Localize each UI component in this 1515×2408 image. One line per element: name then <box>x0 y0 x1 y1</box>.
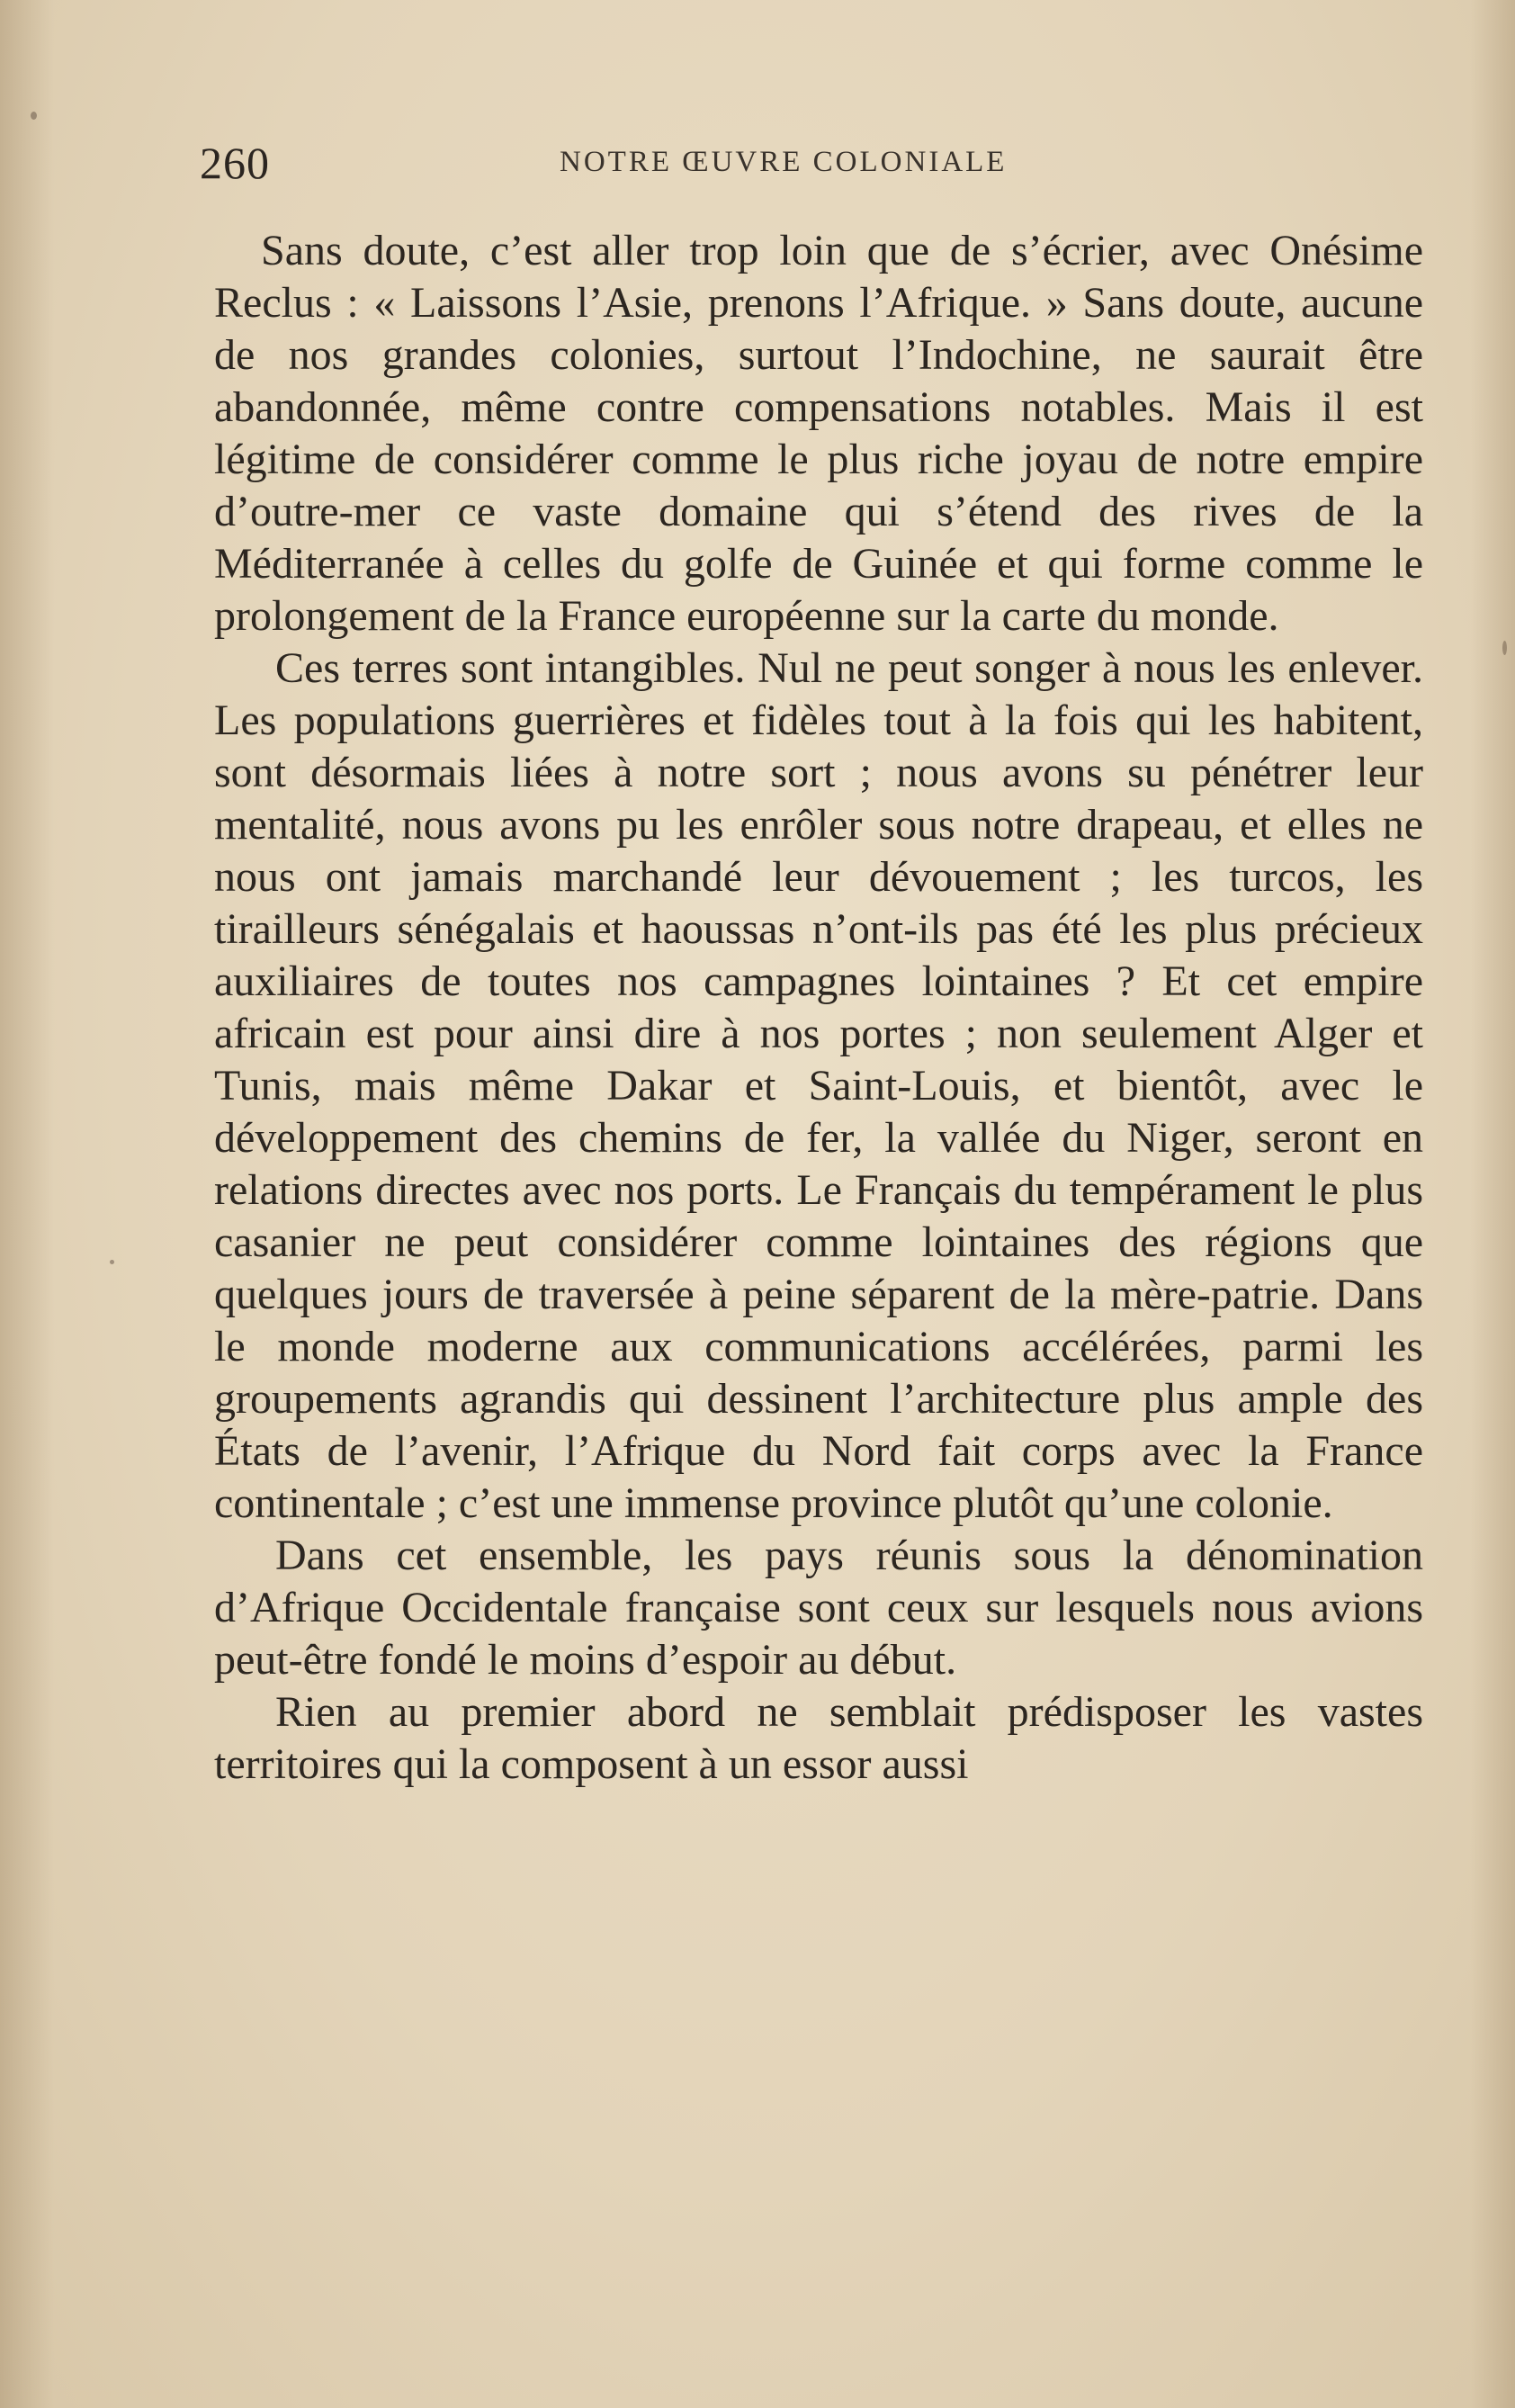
paper-speck <box>1502 641 1507 655</box>
page-number: 260 <box>200 138 270 188</box>
paper-speck <box>31 112 37 120</box>
paragraph: Ces terres sont intangibles. Nul ne peut songer à nous les enlever. Les populations guerrières et fidèles tout à la fois qui les habitent, sont désormais liées à notre sort ; nous avons su pénétrer leur mentalité, nous avons pu les enrôler sous notre drapeau, et elles ne nous ont jamais marchandé leur dévouement ; les turcos, les tirailleurs sénégalais et haoussas n’ont-ils pas été les plus précieux auxiliaires de toutes nos campagnes lointaines ? Et cet empire africain est pour ainsi dire à nos portes ; non seulement Alger et Tunis, mais même Dakar et Saint-Louis, et bientôt, avec le développement des chemins de fer, la vallée du Niger, seront en relations directes avec nos ports. Le Français du tempérament le plus casanier ne peut considérer comme lointaines des régions que quelques jours de traversée à peine séparent de la mère-patrie. Dans le monde moderne aux communications accélérées, parmi les groupements agrandis qui dessinent l’architecture plus ample des États de l’avenir, l’Afrique du Nord fait corps avec la France continentale ; c’est une immense province plutôt qu’une colonie. <box>214 644 1423 1527</box>
page-header <box>200 137 1428 191</box>
paragraph: Rien au premier abord ne semblait prédisposer les vastes territoires qui la composent à un essor aussi <box>214 1688 1423 1788</box>
paper-speck <box>110 1260 114 1264</box>
body-text <box>214 225 1423 1791</box>
running-title: NOTRE ŒUVRE COLONIALE <box>560 146 1008 178</box>
paragraph: Dans cet ensemble, les pays réunis sous la dénomination d’Afrique Occidentale française sont ceux sur lesquels nous avions peut-être fondé le moins d’espoir au début. <box>214 1532 1423 1684</box>
paragraph: Sans doute, c’est aller trop loin que de s’écrier, avec Onésime Reclus : « Laissons l’Asie, prenons l’Afrique. » Sans doute, aucune de nos grandes colonies, surtout l’Indochine, ne saurait être abandonnée, même contre compensations notables. Mais il est légitime de considérer comme le plus riche joyau de notre empire d’outre-mer ce vaste domaine qui s’étend des rives de la Méditerranée à celles du golfe de Guinée et qui forme comme le prolongement de la France européenne sur la carte du monde. <box>214 227 1423 640</box>
